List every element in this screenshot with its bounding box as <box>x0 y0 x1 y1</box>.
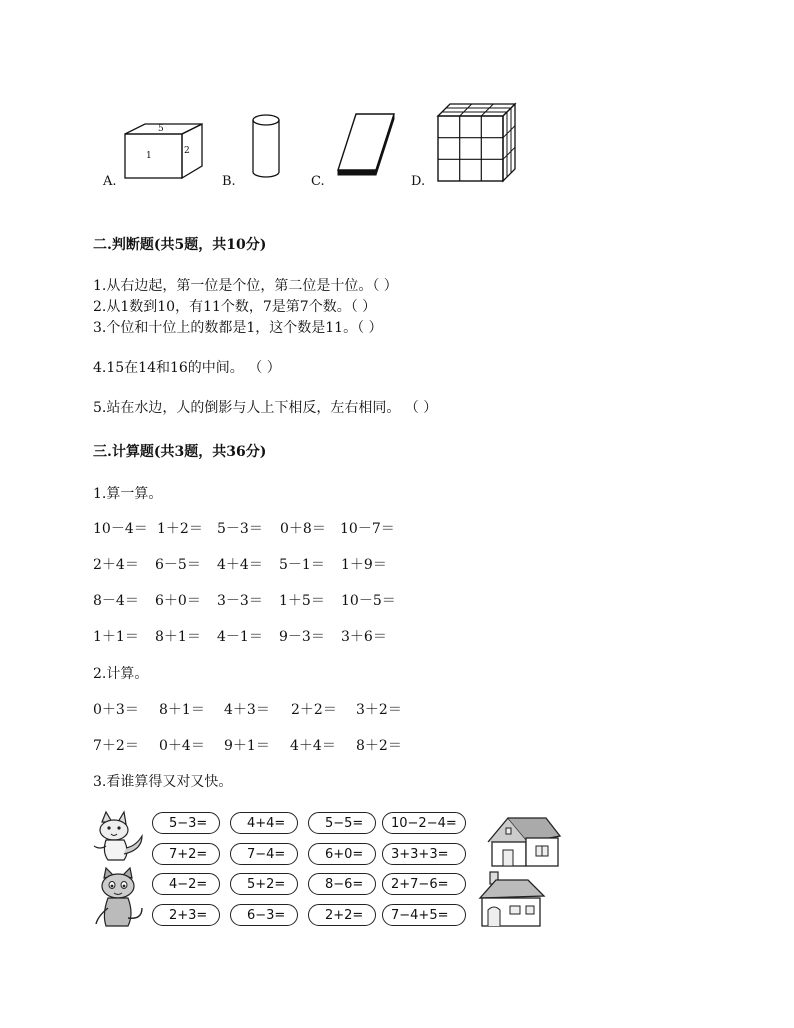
exercise-pill: 6−3= <box>230 904 298 926</box>
exercise-pill: 7−4+5= <box>382 904 466 926</box>
judge-question-4: 4.15在14和16的中间。 （ ） <box>93 360 281 376</box>
expr: 3－3＝ <box>217 593 263 609</box>
expr: 2＋2＝ <box>291 702 337 718</box>
expr: 1＋2＝ <box>157 521 203 537</box>
judge-question-3: 3.个位和十位上的数都是1，这个数是11。（ ） <box>93 320 383 336</box>
expr: 4＋3＝ <box>224 702 270 718</box>
option-a-label: A. <box>103 174 117 189</box>
expr: 10－5＝ <box>341 593 396 609</box>
exercise-pill: 5−5= <box>308 812 376 834</box>
expr: 7＋2＝ <box>93 738 139 754</box>
cube-front-label: 1 <box>146 151 152 161</box>
cuboid-figure <box>120 122 210 182</box>
fox-icon <box>92 810 148 864</box>
exercise-pill: 5−3= <box>152 812 220 834</box>
exercise-pill: 8−6= <box>308 873 376 895</box>
calc-row-2 <box>93 554 387 574</box>
rubik-cube-figure <box>436 102 518 184</box>
judge-question-1: 1.从右边起，第一位是个位，第二位是十位。（ ） <box>93 278 398 294</box>
calc-row-3 <box>93 590 396 610</box>
expr: 10－4＝ <box>93 521 148 537</box>
exercise-pill: 7+2= <box>152 843 220 865</box>
exercise-pill: 4−2= <box>152 873 220 895</box>
expr: 4＋4＝ <box>217 557 263 573</box>
cat-icon <box>92 868 148 930</box>
exercise-pill: 3+3+3= <box>382 843 466 865</box>
judge-question-2: 2.从1数到10，有11个数，7是第7个数。（ ） <box>93 299 377 315</box>
expr: 10－7＝ <box>340 521 395 537</box>
calc-part-3-title: 3.看谁算得又对又快。 <box>93 774 233 790</box>
expr: 0＋8＝ <box>280 521 326 537</box>
exercise-pill: 2+2= <box>308 904 376 926</box>
expr: 2＋4＝ <box>93 557 139 573</box>
option-b-label: B. <box>222 174 236 189</box>
exercise-pill: 6+0= <box>308 843 376 865</box>
expr: 1＋9＝ <box>341 557 387 573</box>
expr: 5－3＝ <box>217 521 263 537</box>
section-3-title: 三.计算题(共3题，共36分) <box>93 444 267 460</box>
option-c-label: C. <box>311 174 325 189</box>
expr: 1＋5＝ <box>279 593 325 609</box>
exercise-pill: 4+4= <box>230 812 298 834</box>
expr: 9－3＝ <box>279 629 325 645</box>
house-icon <box>484 812 564 868</box>
calc2-row-2 <box>93 735 402 755</box>
exercise-pill: 5+2= <box>230 873 298 895</box>
expr: 4－1＝ <box>217 629 263 645</box>
calc-part-1-title: 1.算一算。 <box>93 486 163 502</box>
expr: 4＋4＝ <box>290 738 336 754</box>
expr: 6－5＝ <box>155 557 201 573</box>
expr: 8＋1＝ <box>159 702 205 718</box>
expr: 8＋2＝ <box>356 738 402 754</box>
exercise-pill: 7−4= <box>230 843 298 865</box>
expr: 8＋1＝ <box>155 629 201 645</box>
calc-row-4 <box>93 626 387 646</box>
expr: 9＋1＝ <box>224 738 270 754</box>
cylinder-figure <box>250 112 282 180</box>
expr: 5－1＝ <box>279 557 325 573</box>
option-d-label: D. <box>411 174 426 189</box>
cottage-icon <box>476 870 548 930</box>
exercise-pill: 2+3= <box>152 904 220 926</box>
expr: 3＋6＝ <box>341 629 387 645</box>
judge-question-5: 5.站在水边，人的倒影与人上下相反，左右相同。 （ ） <box>93 400 438 416</box>
expr: 3＋2＝ <box>356 702 402 718</box>
section-2-title: 二.判断题(共5题，共10分) <box>93 237 267 253</box>
expr: 6＋0＝ <box>155 593 201 609</box>
expr: 8－4＝ <box>93 593 139 609</box>
cube-side-label: 2 <box>184 146 190 156</box>
calc2-row-1 <box>93 699 402 719</box>
expr: 1＋1＝ <box>93 629 139 645</box>
exercise-pill: 2+7−6= <box>382 873 466 895</box>
expr: 0＋4＝ <box>159 738 205 754</box>
expr: 0＋3＝ <box>93 702 139 718</box>
cube-top-label: 5 <box>158 124 164 134</box>
exercise-pill: 10−2−4= <box>382 812 466 834</box>
calc-part-2-title: 2.计算。 <box>93 666 149 682</box>
flat-box-figure <box>336 112 398 178</box>
calc-row-1 <box>93 518 395 538</box>
